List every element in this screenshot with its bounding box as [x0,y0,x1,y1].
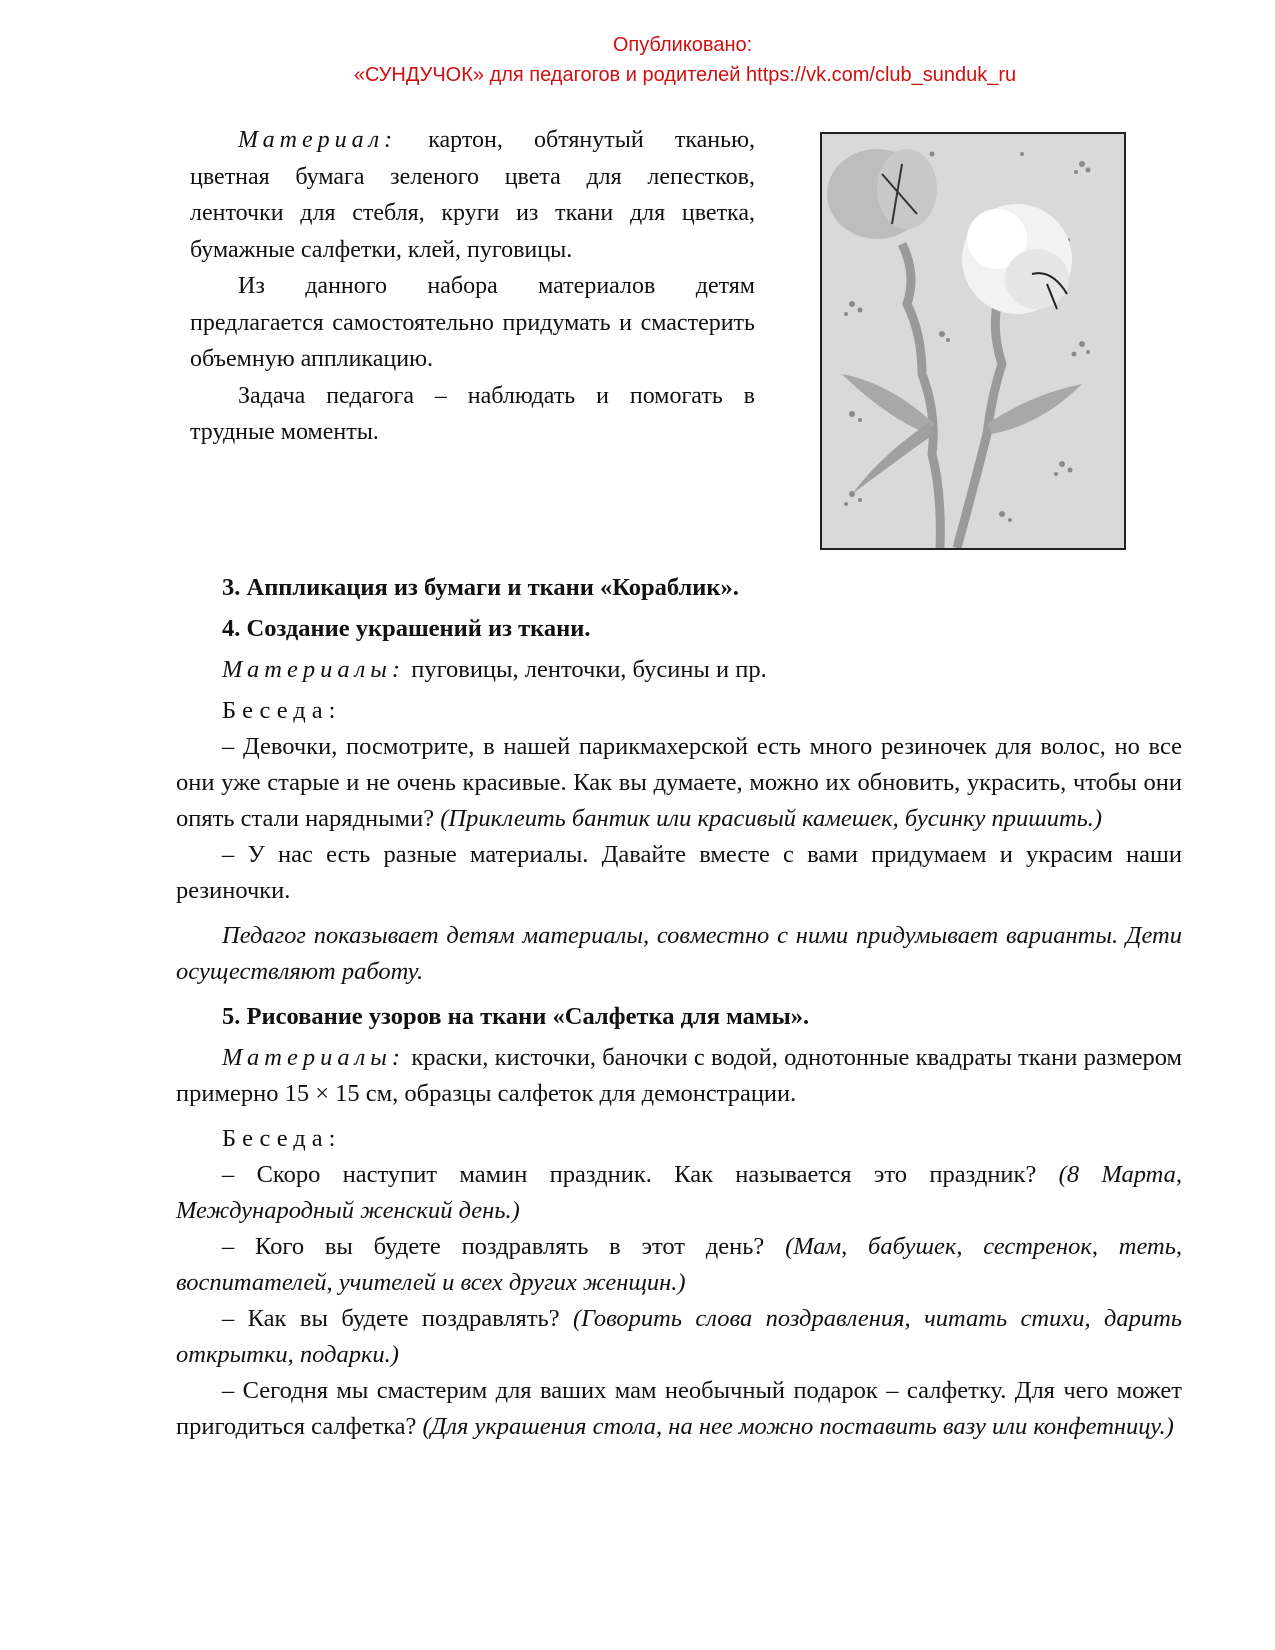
section-5-materials-label: Материалы: [222,1044,406,1071]
publisher-header [0,30,1275,90]
question-text: – Как вы будете поздравлять? [222,1305,573,1332]
answer-text: (8 Марта, Международный женский день.) [176,1161,1182,1224]
section-5-question-4 [176,1373,1182,1445]
question-text: – Сегодня мы смастерим для ваших мам необычный подарок – салфетку. Для чего может пригодиться салфетка? [176,1377,1182,1440]
section-5-question-3 [176,1301,1182,1373]
section-4-title: 4. Создание украшений из ткани. [222,615,591,642]
section-4-materials-text: пуговицы, ленточки, бусины и пр. [405,656,767,683]
published-label: Опубликовано: [612,34,753,56]
section-5-materials-text: краски, кисточки, баночки с водой, однотонные квадраты ткани размером примерно 15 × 15 см, образцы салфеток для демонстрации. [176,1044,1182,1107]
question-text: – Скоро наступит мамин праздник. Как называется это праздник? [222,1161,1059,1188]
publisher-line[interactable]: «СУНДУЧОК» для педагогов и родителей https://vk.com/club_sunduk_ru [353,64,1017,86]
section-3-title: 3. Аппликация из бумаги и ткани «Кораблик». [222,574,739,601]
section-4-materials-label: Материалы: [222,656,406,683]
intro-materials [190,122,755,268]
section-5-question-1 [176,1157,1182,1229]
materials-label: Материал: [238,127,398,153]
section-4-question-2: – У нас есть разные материалы. Давайте вместе с вами придумаем и украсим наши резиночки. [176,841,1182,904]
answer-text: (Для украшения стола, на нее можно поставить вазу или конфетницу.) [422,1413,1174,1440]
section-4-materials [176,652,1182,688]
flower-applique-photo [820,132,1126,550]
materials-text: картон, обтянутый тканью, цветная бумага зеленого цвета для лепестков, ленточки для стебля, круги из ткани для цветка, бумажные салфетки, клей, пуговицы. [190,127,755,263]
section-5-question-2 [176,1229,1182,1301]
section-5-title: 5. Рисование узоров на ткани «Салфетка для мамы». [222,1003,810,1030]
question-text: – Кого вы будете поздравлять в этот день? [222,1233,786,1260]
section-4-talk-label: Беседа: [222,697,342,724]
section-4-note: Педагог показывает детям материалы, совместно с ними придумывает варианты. Дети осуществляют работу. [176,922,1182,985]
photo-drawing [822,134,1124,548]
answer-text: (Говорить слова поздравления, читать стихи, дарить открытки, подарки.) [176,1305,1182,1368]
section-4-question-1 [176,729,1182,837]
intro-paragraph-2: Из данного набора материалов детям предлагается самостоятельно придумать и смастерить объемную аппликацию. [190,273,755,372]
main-content [176,570,1182,1445]
answer-text: (Мам, бабушек, сестренок, теть, воспитателей, учителей и всех других женщин.) [176,1233,1182,1296]
intro-text [190,122,755,451]
intro-paragraph-3: Задача педагога – наблюдать и помогать в трудные моменты. [190,382,755,445]
section-5-materials [176,1040,1182,1112]
question-text: – Девочки, посмотрите, в нашей парикмахерской есть много резиночек для волос, но все они уже старые и не очень красивые. Как вы думаете, можно их обновить, украсить, чтобы они опять стали нарядными? [176,733,1182,832]
section-5-talk-label: Беседа: [222,1125,342,1152]
answer-text: (Приклеить бантик или красивый камешек, бусинку пришить.) [440,805,1103,832]
